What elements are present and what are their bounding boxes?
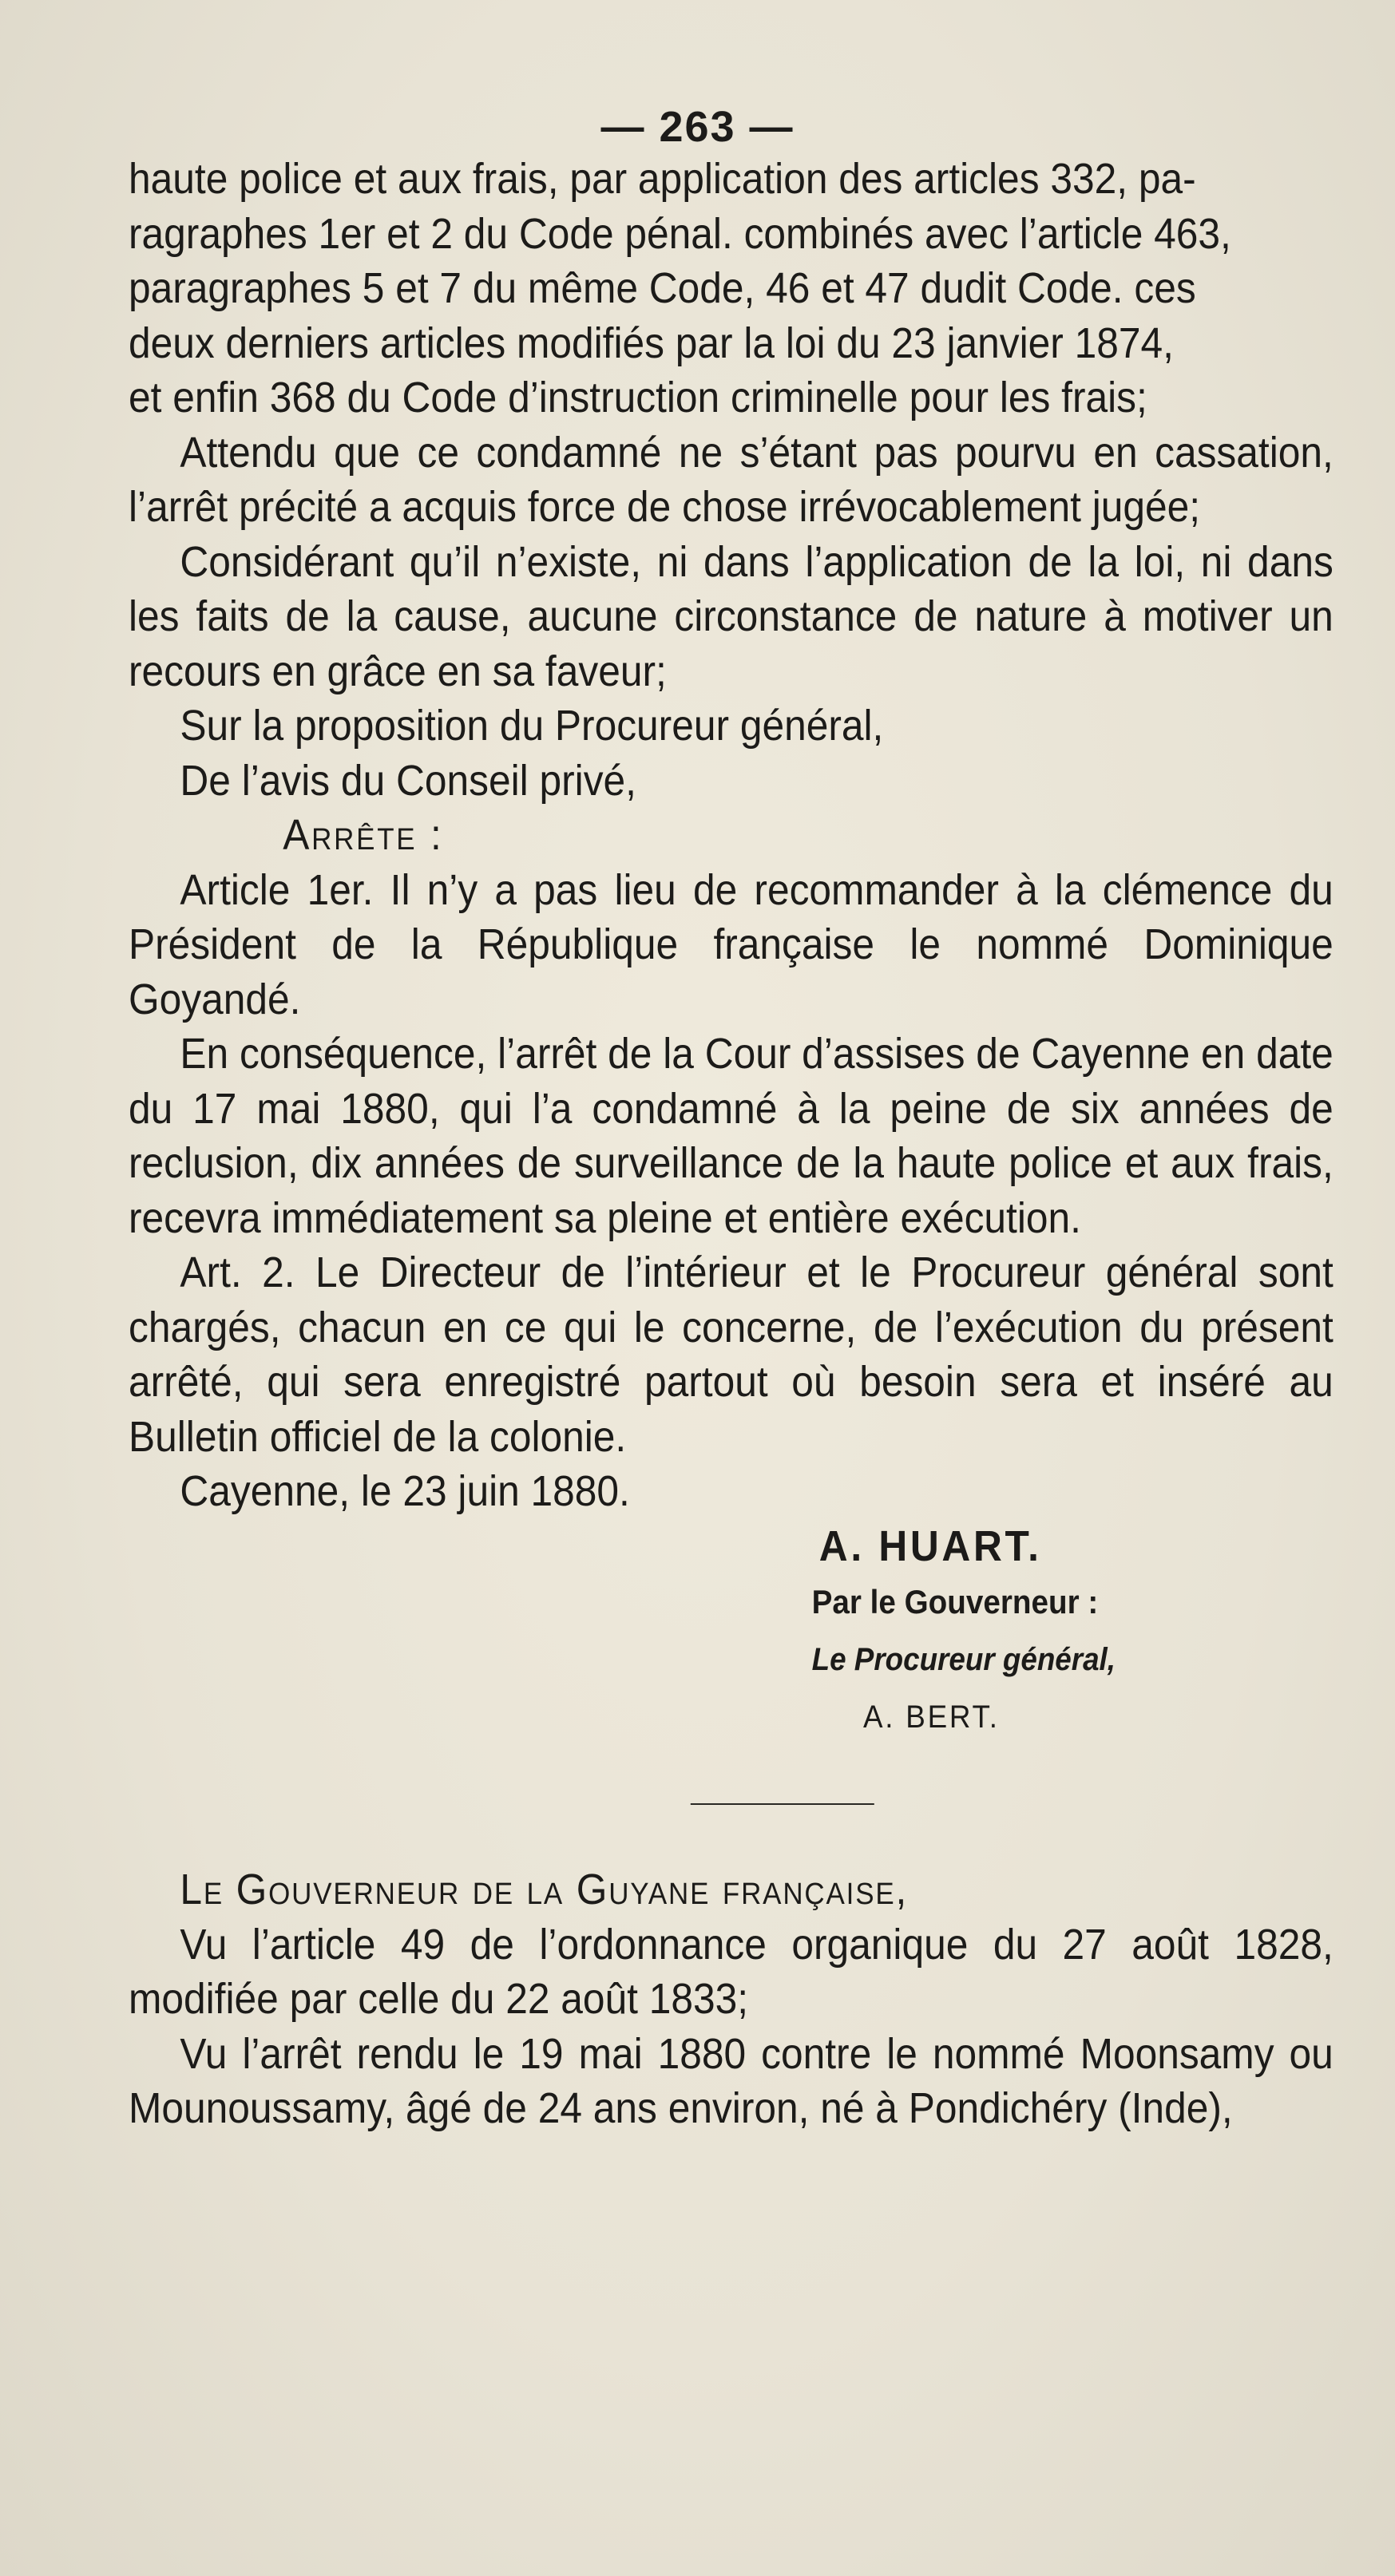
second-decree-vu-2: Vu l’arrêt rendu le 19 mai 1880 contre le nommé Moonsamy ou Mounoussamy, âgé de 24 ans environ, né à Pondichéry (Inde),: [129, 2029, 1334, 2132]
proposition-paragraph: Sur la proposition du Procureur général,: [180, 702, 884, 750]
continuation-line-5: et enfin 368 du Code d’instruction criminelle pour les frais;: [129, 374, 1147, 421]
continuation-line-3: paragraphes 5 et 7 du même Code, 46 et 47 dudit Code. ces: [129, 264, 1196, 312]
continuation-line-2: ragraphes 1er et 2 du Code pénal. combinés avec l’article 463,: [129, 209, 1231, 258]
section-divider: [691, 1803, 874, 1805]
arrete-heading: Arrête :: [283, 811, 444, 859]
attendu-paragraph: Attendu que ce condamné ne s’étant pas pourvu en cassation, l’arrêt précité a acquis force de chose irrévocablement jugée;: [129, 428, 1334, 531]
continuation-line-4: deux derniers articles modifiés par la loi du 23 janvier 1874,: [129, 319, 1174, 367]
signature-name: A. HUART.: [818, 1521, 1042, 1570]
second-decree-vu-1: Vu l’article 49 de l’ordonnance organique du 27 août 1828, modifiée par celle du 22 août 1833;: [129, 1920, 1334, 2023]
document-body: [129, 152, 1334, 2136]
consequence-paragraph: En conséquence, l’arrêt de la Cour d’assises de Cayenne en date du 17 mai 1880, qui l’a condamné à la peine de six années de reclusion, dix années de surveillance de la haute police et aux frais, recevra immédiatement sa pleine et entière exécution.: [129, 1030, 1334, 1242]
avis-paragraph: De l’avis du Conseil privé,: [180, 756, 636, 805]
signature-par-le-gouverneur: Par le Gouverneur :: [811, 1583, 1099, 1620]
continuation-line-1: haute police et aux frais, par application des articles 332, pa-: [129, 155, 1196, 203]
date-line: Cayenne, le 23 juin 1880.: [180, 1467, 630, 1515]
article-1-paragraph: Article 1er. Il n’y a pas lieu de recommander à la clémence du Président de la République française le nommé Dominique Goyandé.: [129, 865, 1334, 1023]
considerant-paragraph: Considérant qu’il n’existe, ni dans l’application de la loi, ni dans les faits de la cause, aucune circonstance de nature à motiver un recours en grâce en sa faveur;: [129, 537, 1334, 695]
signature-role: Le Procureur général,: [811, 1642, 1116, 1677]
page-number: — 263 —: [600, 103, 795, 151]
second-decree-opening: Le Gouverneur de la Guyane française,: [180, 1866, 909, 1913]
article-2-paragraph: Art. 2. Le Directeur de l’intérieur et le Procureur général sont chargés, chacun en ce qui le concerne, de l’exécution du présent arrêté, qui sera enregistré partout où besoin sera et inséré au Bulletin officiel de la colonie.: [129, 1248, 1334, 1461]
signature-name-2: A. BERT.: [863, 1700, 1000, 1735]
